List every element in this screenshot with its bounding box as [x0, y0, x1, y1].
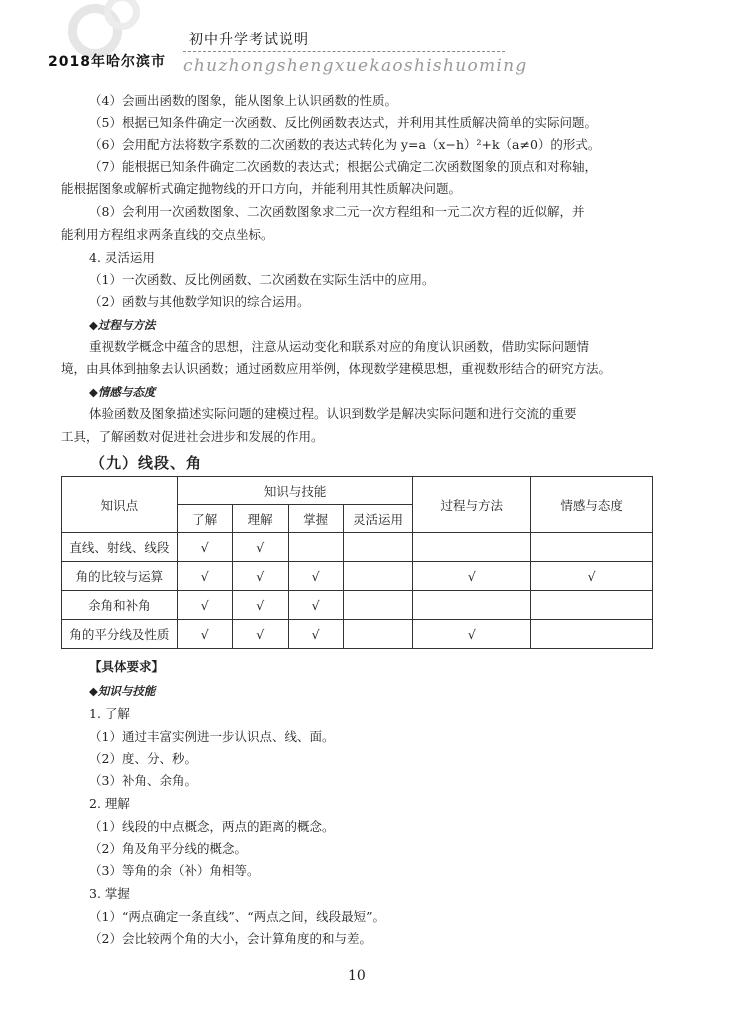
- subheader: 灵活运用: [343, 505, 413, 533]
- table-row: [62, 591, 653, 620]
- subheading-process: ◆过程与方法: [89, 318, 156, 332]
- check-cell: [531, 591, 653, 620]
- paragraph: 境，由具体到抽象去认识函数；通过函数应用举例，体现数学建模思想，重视数形结合的研究方法。: [61, 361, 612, 376]
- header-decoration-small: [104, 0, 140, 30]
- paragraph: 4. 灵活运用: [89, 250, 155, 265]
- check-cell: √: [232, 620, 288, 649]
- subheader: 掌握: [288, 505, 343, 533]
- check-cell: √: [232, 591, 288, 620]
- header-rule: [183, 51, 505, 52]
- list-item: （2）会比较两个角的大小，会计算角度的和与差。: [89, 931, 372, 946]
- header-pinyin: chuzhongshengxuekaoshishuoming: [183, 56, 528, 76]
- requirements-heading: 【具体要求】: [89, 659, 165, 674]
- paragraph: （7）能根据已知条件确定二次函数的表达式；根据公式确定二次函数图象的顶点和对称轴，: [89, 159, 597, 174]
- subheader: 了解: [177, 505, 232, 533]
- table-row: [62, 533, 653, 562]
- list-item: （3）等角的余（补）角相等。: [89, 863, 260, 878]
- list-heading: 2. 理解: [89, 796, 130, 811]
- check-cell: [343, 591, 413, 620]
- paragraph: 工具，了解函数对促进社会进步和发展的作用。: [61, 429, 324, 444]
- check-cell: √: [177, 562, 232, 591]
- check-cell: √: [177, 591, 232, 620]
- table-row: [62, 620, 653, 649]
- list-item: （3）补角、余角。: [89, 773, 197, 788]
- row-name: 角的平分线及性质: [62, 620, 178, 649]
- paragraph: （6）会用配方法将数字系数的二次函数的表达式转化为 y=a（x−h）²+k（a≠0）的形式。: [89, 137, 601, 152]
- check-cell: [413, 591, 531, 620]
- list-item: （1）通过丰富实例进一步认识点、线、面。: [89, 729, 335, 744]
- paragraph: （5）根据已知条件确定一次函数、反比例函数表达式，并利用其性质解决简单的实际问题。: [89, 115, 597, 130]
- check-cell: √: [288, 591, 343, 620]
- check-cell: [343, 620, 413, 649]
- check-cell: √: [413, 562, 531, 591]
- paragraph: 能根据图象或解析式确定抛物线的开口方向，并能利用其性质解决问题。: [61, 181, 462, 196]
- page-number: 10: [348, 968, 366, 984]
- check-cell: √: [531, 562, 653, 591]
- check-cell: [531, 533, 653, 562]
- check-cell: √: [288, 562, 343, 591]
- check-cell: √: [413, 620, 531, 649]
- subheading-emotion: ◆情感与态度: [89, 385, 156, 399]
- list-item: （2）角及角平分线的概念。: [89, 841, 247, 856]
- header-process: 过程与方法: [413, 477, 531, 533]
- header-knowledge-point: 知识点: [62, 477, 178, 533]
- subheading-knowledge-skill: ◆知识与技能: [89, 684, 156, 698]
- check-cell: √: [177, 620, 232, 649]
- paragraph: （4）会画出函数的图象，能从图象上认识函数的性质。: [89, 93, 397, 108]
- check-cell: [343, 562, 413, 591]
- knowledge-table: [61, 476, 653, 649]
- row-name: 余角和补角: [62, 591, 178, 620]
- header-year-city: 2018年哈尔滨市: [48, 54, 166, 70]
- list-heading: 3. 掌握: [89, 886, 130, 901]
- subheader: 理解: [232, 505, 288, 533]
- header-knowledge-skill: 知识与技能: [177, 477, 413, 505]
- paragraph: （1）一次函数、反比例函数、二次函数在实际生活中的应用。: [89, 272, 435, 287]
- row-name: 直线、射线、线段: [62, 533, 178, 562]
- paragraph: （2）函数与其他数学知识的综合运用。: [89, 294, 310, 309]
- header-title: 初中升学考试说明: [189, 32, 309, 48]
- check-cell: [288, 533, 343, 562]
- check-cell: [413, 533, 531, 562]
- row-name: 角的比较与运算: [62, 562, 178, 591]
- check-cell: [343, 533, 413, 562]
- section-title: （九）线段、角: [90, 454, 203, 472]
- list-item: （2）度、分、秒。: [89, 751, 197, 766]
- paragraph: 重视数学概念中蕴含的思想，注意从运动变化和联系对应的角度认识函数，借助实际问题情: [89, 339, 590, 354]
- check-cell: √: [232, 562, 288, 591]
- list-item: （1）线段的中点概念，两点的距离的概念。: [89, 819, 335, 834]
- check-cell: √: [232, 533, 288, 562]
- list-heading: 1. 了解: [89, 706, 130, 721]
- list-item: （1）“两点确定一条直线”、“两点之间，线段最短”。: [89, 909, 386, 924]
- check-cell: √: [177, 533, 232, 562]
- table-row: [62, 562, 653, 591]
- paragraph: 体验函数及图象描述实际问题的建模过程。认识到数学是解决实际问题和进行交流的重要: [89, 406, 577, 421]
- header-emotion: 情感与态度: [531, 477, 653, 533]
- paragraph: （8）会利用一次函数图象、二次函数图象求二元一次方程组和一元二次方程的近似解，并: [89, 204, 585, 219]
- check-cell: [531, 620, 653, 649]
- check-cell: √: [288, 620, 343, 649]
- paragraph: 能利用方程组求两条直线的交点坐标。: [61, 227, 274, 242]
